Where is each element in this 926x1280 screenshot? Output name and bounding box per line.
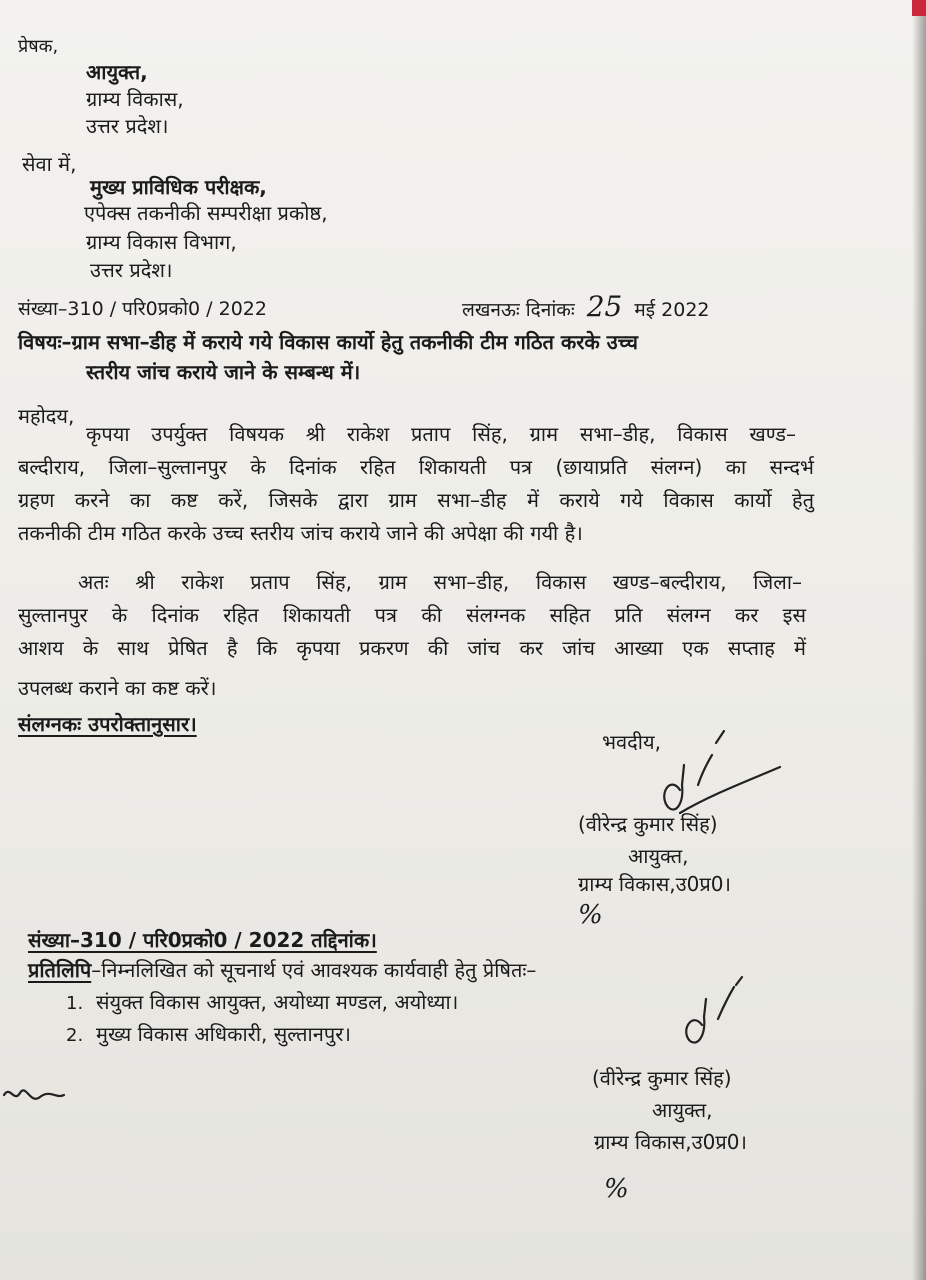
- recipient-line-2: एपेक्स तकनीकी सम्परीक्षा प्रकोष्ठ,: [84, 201, 328, 225]
- enclosure-note: संलग्नकः उपरोक्तानुसार।: [18, 712, 197, 736]
- signature-1-designation: आयुक्त,: [628, 844, 689, 868]
- copy-list-item-2: [66, 1022, 351, 1047]
- recipient-label: सेवा में,: [22, 152, 77, 176]
- page-edge-shadow: [912, 0, 926, 1280]
- place-date-prefix: लखनऊः दिनांकः: [462, 299, 575, 321]
- subject-line-2: स्तरीय जांच कराये जाने के सम्बन्ध में।: [86, 360, 361, 384]
- signature-1-scribble: [640, 725, 790, 820]
- subject-line-1: विषयः–ग्राम सभा–डीह में कराये गये विकास कार्यो हेतु तकनीकी टीम गठित करके उच्च: [18, 330, 638, 354]
- corner-mark: [912, 0, 926, 16]
- signature-2-initial-mark: %: [604, 1174, 629, 1204]
- reference-number: संख्या–310 / परि0प्रको0 / 2022: [18, 298, 267, 320]
- signature-1-name: (वीरेन्द्र कुमार सिंह): [578, 812, 718, 836]
- para2-line-3: आशय के साथ प्रेषित है कि कृपया प्रकरण की जांच कर जांच आख्या एक सप्ताह में: [18, 636, 806, 660]
- para1-line-3: ग्रहण करने का कष्ट करें, जिसके द्वारा ग्राम सभा–डीह में कराये गये विकास कार्यो हेतु: [18, 488, 814, 512]
- copy-reference: संख्या–310 / परि0प्रको0 / 2022 तद्दिनांक।: [28, 928, 377, 952]
- sender-label: प्रेषक,: [18, 36, 59, 57]
- para2-line-1: अतः श्री राकेश प्रताप सिंह, ग्राम सभा–डीह, विकास खण्ड–बल्दीराय, जिला–: [78, 570, 802, 594]
- signature-2-department: ग्राम्य विकास,उ0प्र0।: [594, 1130, 748, 1154]
- recipient-line-1: मुख्य प्राविधिक परीक्षक,: [90, 175, 267, 199]
- para2-line-2: सुल्तानपुर के दिनांक रहित शिकायती पत्र की संलग्नक सहित प्रति संलग्न कर इस: [18, 603, 806, 627]
- signature-1-department: ग्राम्य विकास,उ0प्र0।: [578, 872, 732, 896]
- para1-line-1: कृपया उपर्युक्त विषयक श्री राकेश प्रताप सिंह, ग्राम सभा–डीह, विकास खण्ड–: [86, 422, 796, 446]
- copy-list-item-1: [66, 990, 458, 1015]
- copy-to-text: –निम्नलिखित को सूचनार्थ एवं आवश्यक कार्यवाही हेतु प्रेषितः–: [91, 958, 537, 982]
- para1-line-2: बल्दीराय, जिला–सुल्तानपुर के दिनांक रहित शिकायती पत्र (छायाप्रति संलग्न) का सन्दर्भ: [18, 455, 814, 479]
- place-date: [462, 290, 710, 324]
- copy-to-label: प्रतिलिपि: [28, 958, 92, 982]
- sender-line-1: आयुक्त,: [86, 60, 148, 84]
- salutation: महोदय,: [18, 404, 75, 428]
- copy-list-text: मुख्य विकास अधिकारी, सुल्तानपुर।: [96, 1022, 351, 1046]
- copy-list-num: 2.: [66, 1025, 84, 1046]
- copy-list-num: 1.: [66, 993, 84, 1014]
- recipient-line-4: उत्तर प्रदेश।: [90, 258, 173, 282]
- copy-to-line: [28, 958, 536, 982]
- signature-2-scribble: [672, 975, 772, 1050]
- margin-scribble: [0, 1075, 70, 1115]
- closing: भवदीय,: [602, 730, 661, 754]
- sender-line-2: ग्राम्य विकास,: [86, 87, 184, 111]
- handwritten-day: 25: [586, 290, 623, 323]
- copy-list-text: संयुक्त विकास आयुक्त, अयोध्या मण्डल, अयोध्या।: [96, 990, 459, 1014]
- sender-line-3: उत्तर प्रदेश।: [86, 114, 169, 138]
- para1-line-4: तकनीकी टीम गठित करके उच्च स्तरीय जांच कराये जाने की अपेक्षा की गयी है।: [18, 521, 583, 545]
- recipient-line-3: ग्राम्य विकास विभाग,: [86, 230, 237, 254]
- place-date-suffix: मई 2022: [634, 299, 710, 321]
- signature-2-designation: आयुक्त,: [652, 1098, 713, 1122]
- signature-2-name: (वीरेन्द्र कुमार सिंह): [592, 1066, 732, 1090]
- signature-1-initial-mark: %: [578, 900, 603, 930]
- para2-line-4: उपलब्ध कराने का कष्ट करें।: [18, 676, 217, 700]
